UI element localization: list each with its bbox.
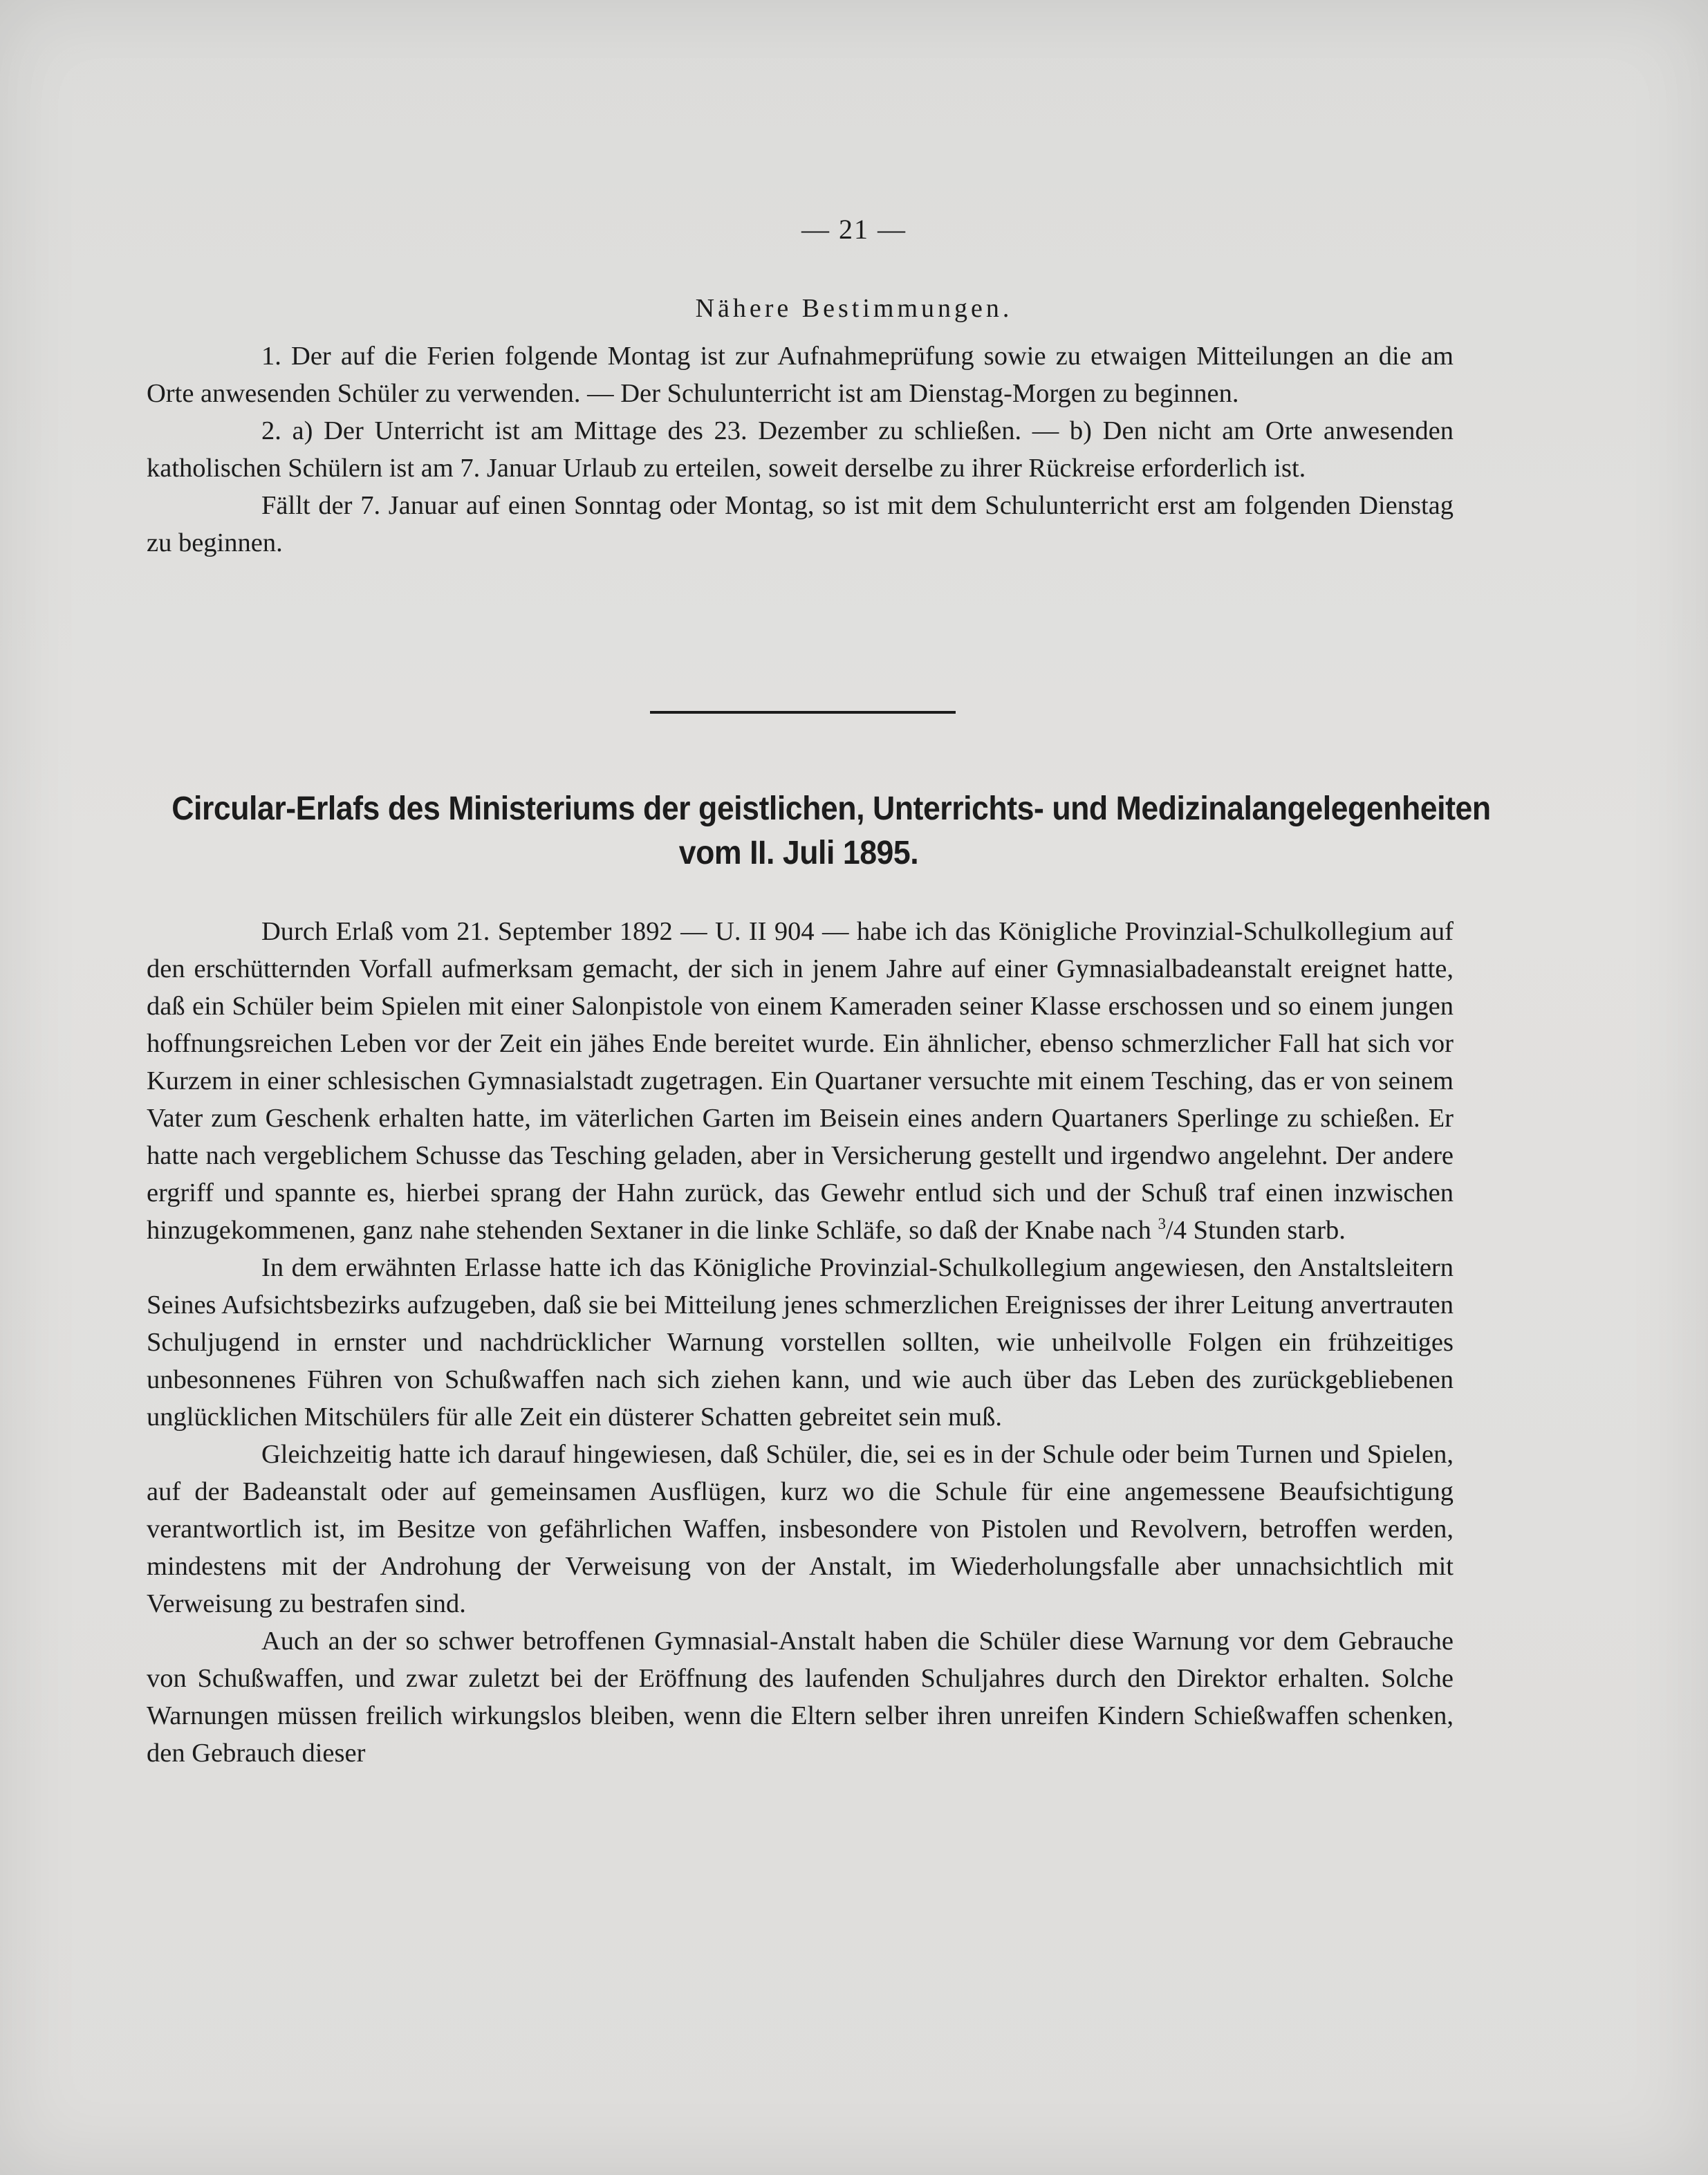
paragraph-text: Durch Erlaß vom 21. September 1892 — U. II 904 — habe ich das Königliche Provinzial-Schulkollegium auf den erschütternden Vorfall aufmerksam gemacht, der sich in jenem Jahre auf einer Gymnasialbadeanstalt ereignet hatte, daß ein Schüler beim Spielen mit einer Salonpistole von einem Kameraden seiner Klasse erschossen und so einem jungen hoffnungsreichen Leben vor der Zeit ein jähes Ende bereitet wurde. Ein ähnlicher, ebenso schmerzlicher Fall hat sich vor Kurzem in einer schlesischen Gymnasialstadt zugetragen. Ein Quartaner versuchte mit einem Tesching, das er von seinem Vater zum Geschenk erhalten hatte, im väterlichen Garten im Beisein eines andern Quartaners Sperlinge zu schießen. Er hatte nach vergeblichem Schusse das Tesching geladen, aber in Versicherung gestellt und irgendwo angelehnt. Der andere ergriff und spannte es, hierbei sprang der Hahn zurück, das Gewehr entlud sich und der Schuß traf einen inzwischen hinzugekommenen, ganz nahe stehenden Sextaner in die linke Schläfe, so daß der Knabe nach	[147, 917, 1454, 1245]
page-number: — 21 —	[801, 214, 907, 245]
paragraph: In dem erwähnten Erlasse hatte ich das Königliche Provinzial-Schulkollegium angewiesen, den Anstaltsleitern Seines Aufsichtsbezirks aufzugeben, daß sie bei Mitteilung jenes schmerzlichen Ereignisses der ihrer Leitung anvertrauten Schuljugend in ernster und nachdrücklicher Warnung vorstellen sollten, wie unheilvolle Folgen ein frühzeitiges unbesonnenes Führen von Schußwaffen nach sich ziehen kann, und wie auch über das Leben des zurückgebliebenen unglücklichen Mitschülers für alle Zeit ein düsterer Schatten gebreitet sein muß.	[147, 1253, 1454, 1432]
circular-title	[171, 787, 1491, 876]
bestimmungen-text	[147, 337, 1454, 562]
circular-title-line: Circular-Erlafs des Ministeriums der geistlichen, Unterrichts- und Medizinalangelegenheiten	[171, 790, 1491, 827]
paragraph	[147, 913, 1454, 1249]
paragraph: Gleichzeitig hatte ich darauf hingewiesen, daß Schüler, die, sei es in der Schule oder beim Turnen und Spielen, auf der Badeanstalt oder auf gemeinsamen Ausflügen, kurz wo die Schule für eine angemessene Beaufsichtigung verantwortlich ist, im Besitze von gefährlichen Waffen, insbesondere von Pistolen und Revolvern, betroffen werden, mindestens mit der Androhung der Verweisung von der Anstalt, im Wiederholungsfalle aber unnachsichtlich mit Verweisung zu bestrafen sind.	[147, 1440, 1454, 1618]
circular-text	[147, 913, 1454, 1772]
paragraph-text-end: Stunden starb.	[1186, 1216, 1346, 1245]
paragraph: 2. a) Der Unterricht ist am Mittage des 23. Dezember zu schließen. — b) Den nicht am Orte anwesenden katholischen Schülern ist am 7. Januar Urlaub zu erteilen, soweit derselbe zu ihrer Rückreise erforderlich ist.	[147, 416, 1454, 483]
paragraph: Fällt der 7. Januar auf einen Sonntag oder Montag, so ist mit dem Schulunterricht erst am folgenden Dienstag zu beginnen.	[147, 491, 1454, 557]
section-divider	[650, 711, 956, 714]
fraction-denominator: /4	[1166, 1216, 1187, 1245]
circular-title-date: vom II. Juli 1895.	[678, 835, 919, 871]
paragraph: 1. Der auf die Ferien folgende Montag ist zur Aufnahmeprüfung sowie zu etwaigen Mitteilungen an die am Orte anwesenden Schüler zu verwenden. — Der Schulunterricht ist am Dienstag-Morgen zu beginnen.	[147, 342, 1454, 408]
paragraph: Auch an der so schwer betroffenen Gymnasial-Anstalt haben die Schüler diese Warnung vor dem Gebrauche von Schußwaffen, und zwar zuletzt bei der Eröffnung des laufenden Schuljahres durch den Direktor erhalten. Solche Warnungen müssen freilich wirkungslos bleiben, wenn die Eltern selber ihren unreifen Kindern Schießwaffen schenken, den Gebrauch dieser	[147, 1627, 1454, 1768]
fraction-numerator: 3	[1158, 1214, 1167, 1233]
section-heading: Nähere Bestimmungen.	[695, 294, 1013, 323]
